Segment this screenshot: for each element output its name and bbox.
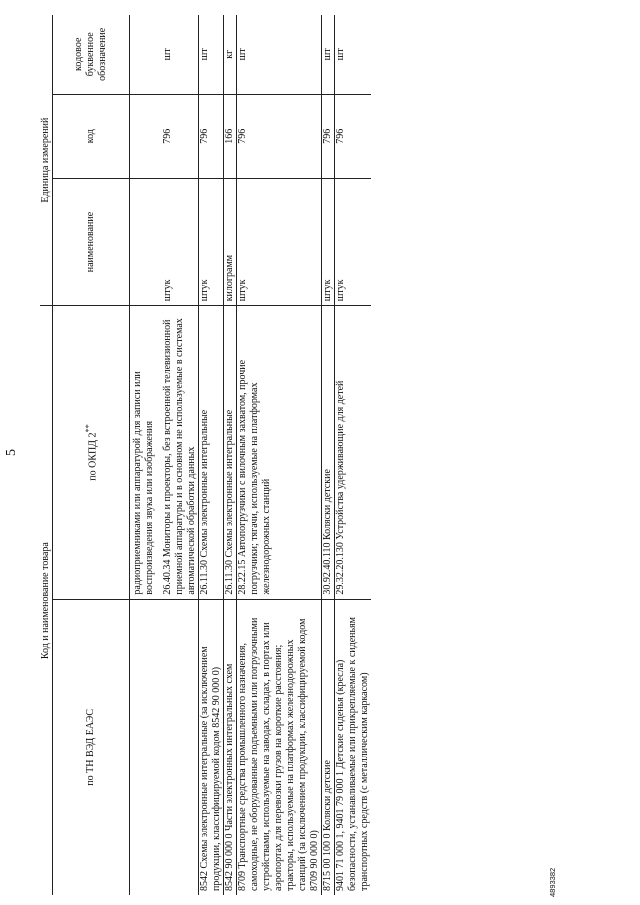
header-code-group: Код и наименование товара [40,306,53,895]
cell-okpd: 26.11.30 Схемы электронные интегральные [224,306,237,599]
cell-okpd: радиоприемниками или аппаратурой для записи или воспроизведения звука или изображения [130,306,157,599]
document-body [40,15,371,895]
cell-okpd: 30.92.40.110 Коляски детские [322,306,335,599]
cell-okpd: 29.32.20.130 Устройства удерживающие для детей [335,306,372,599]
cell-okpd: 26.11.30 Схемы электронные интегральные [199,306,224,599]
cell-unit-name: штук [335,178,372,306]
cell-tn: 9401 71 000 1, 9401 79 000 1 Детские сиденья (кресла) безопасности, устанавливаемые или прикрепляемые к сиденьям транспортных средств (с металлическим каркасом) [335,599,372,895]
cell-unit-name: килограмм [224,178,237,306]
table-row [156,15,199,895]
cell-unit-letter: шт [199,15,224,94]
header-tn-ved: по ТН ВЭД ЕАЭС [53,599,130,895]
cell-unit-code: 796 [156,94,199,178]
cell-unit-name: штук [156,178,199,306]
header-unit-code: код [53,94,130,178]
cell-okpd: 28.22.15 Автопогрузчики с вилочным захватом, прочие погрузчики; тягачи, используемые на платформах железнодорожных станций [237,306,322,599]
cell-unit-name [130,178,157,306]
cell-tn: 8542 90 000 0 Части электронных интегральных схем [224,599,237,895]
cell-unit-name: штук [199,178,224,306]
cell-okpd: 26.40.34 Мониторы и проекторы, без встроенной телевизионной приемной аппаратуры и в основном не используемые в системах автоматической обработки данных [156,306,199,599]
cell-tn: 8715 00 100 0 Коляски детские [322,599,335,895]
cell-tn [156,599,199,895]
header-unit-letter: кодовое буквенное обозначение [53,15,130,94]
cell-unit-letter: шт [322,15,335,94]
cell-unit-code: 796 [335,94,372,178]
table-row [335,15,372,895]
header-okpd: по ОКПД 2** [53,306,130,599]
cell-unit-name: штук [237,178,322,306]
table-row [130,15,157,895]
header-unit-name: наименование [53,178,130,306]
cell-unit-code: 796 [322,94,335,178]
cell-unit-code: 166 [224,94,237,178]
table-row [237,15,322,895]
page-number: 5 [4,449,19,456]
table-row [224,15,237,895]
header-unit-group: Единица измерений [40,15,53,306]
table-row [199,15,224,895]
cell-unit-letter: шт [237,15,322,94]
table-row [322,15,335,895]
cell-unit-letter [130,15,157,94]
cell-tn: 8709 Транспортные средства промышленного назначения, самоходные, не оборудованные подъемными или погрузочными устройствами, используемые на заводах, складах, в портах или аэропортах для перевозки грузов на короткие расстояния; тракторы, используемые на платформах железнодорожных станций (за исключением продукции, классифицируемой кодом 8709 90 000 0) [237,599,322,895]
goods-table [40,15,371,895]
cell-unit-name: штук [322,178,335,306]
cell-unit-code: 796 [237,94,322,178]
cell-unit-code [130,94,157,178]
cell-unit-letter: шт [156,15,199,94]
cell-tn: 8542 Схемы электронные интегральные (за исключением продукции, классифицируемой кодом 8542 90 000 0) [199,599,224,895]
cell-unit-letter: шт [335,15,372,94]
cell-tn [130,599,157,895]
cell-unit-code: 796 [199,94,224,178]
document-id: 4893382 [548,867,557,897]
cell-unit-letter: кг [224,15,237,94]
